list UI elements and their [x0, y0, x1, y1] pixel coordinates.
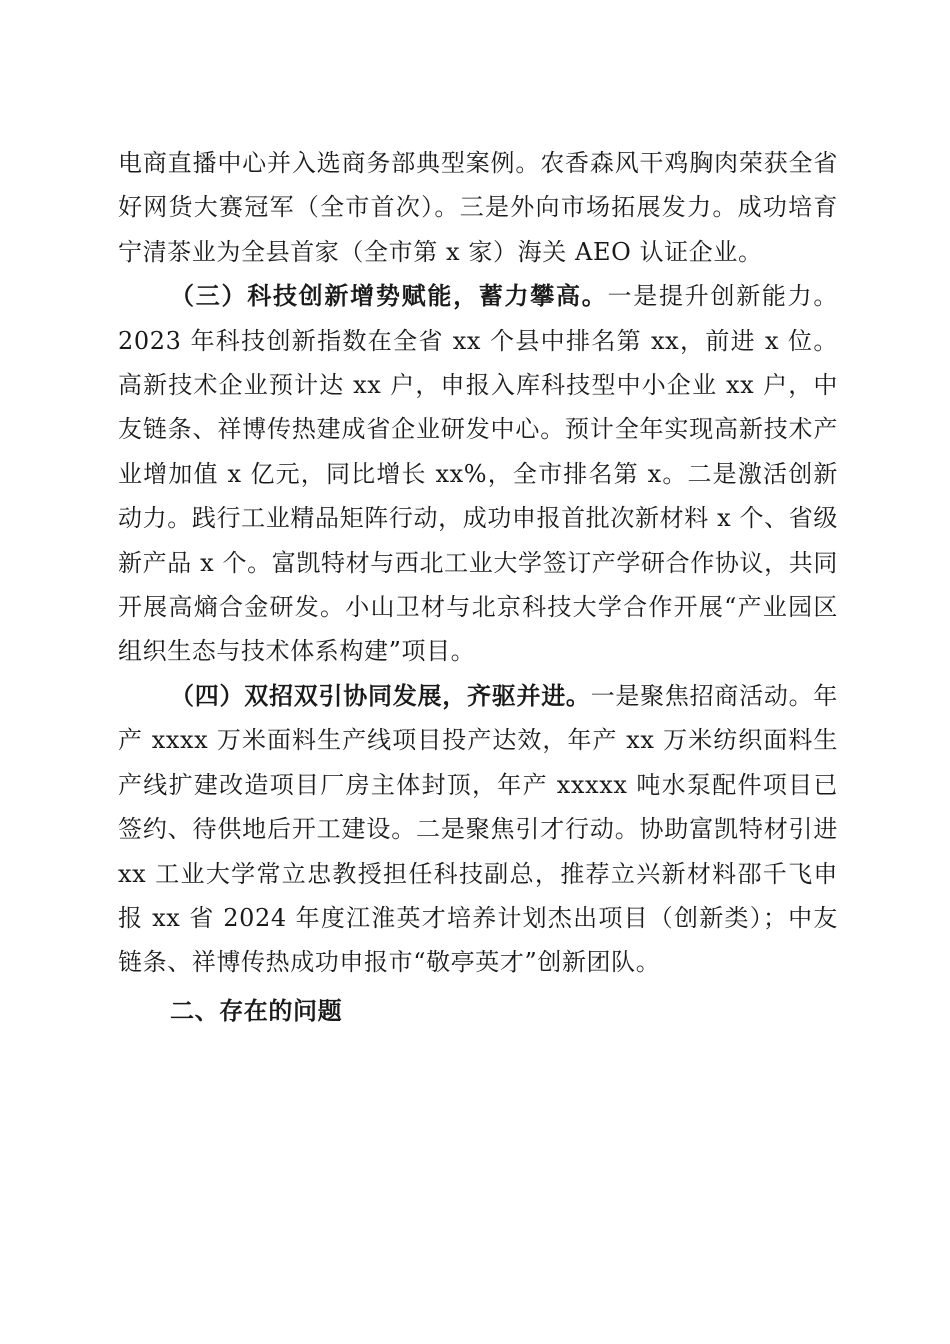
paragraph-lead-heading: （三）科技创新增势赋能，蓄力攀高。 — [170, 282, 608, 311]
section-heading: 二、存在的问题 — [170, 996, 343, 1025]
paragraph-text: 一是提升创新能力。2023 年科技创新指数在全省 xx 个县中排名第 xx，前进 x 位。高新技术企业预计达 xx 户，申报入库科技型中小企业 xx 户，中友链条、祥博传热建成省企业研发中心。预计全年实现高新技术产业增加值 x 亿元，同比增长 xx%，全市排名第 x。二是激活创新动力。践行工业精品矩阵行动，成功申报首批次新材料 x 个、省级新产品 x 个。富凯特材与西北工业大学签订产学研合作协议，共同开展高熵合金研发。小山卫材与北京科技大学合作开展“产业园区组织生态与技术体系构建”项目。 — [118, 282, 838, 666]
paragraph-text: 电商直播中心并入选商务部典型案例。农香森风干鸡胸肉荣获全省好网货大赛冠军（全市首次）。三是外向市场拓展发力。成功培育宁清茶业为全县首家（全市第 x 家）海关 AEO 认证企业。 — [118, 149, 838, 266]
paragraph-text: 一是聚焦招商活动。年产 xxxx 万米面料生产线项目投产达效，年产 xx 万米纺织面料生产线扩建改造项目厂房主体封顶，年产 xxxxx 吨水泵配件项目已签约、待供地后开工建设。二是聚焦引才行动。协助富凯特材引进 xx 工业大学常立忠教授担任科技副总，推荐立兴新材料邵千飞申报 xx 省 2024 年度江淮英才培养计划杰出项目（创新类）；中友链条、祥博传热成功申报市“敬亭英才”创新团队。 — [118, 681, 839, 977]
document-body — [118, 141, 838, 1033]
paragraph-investment-talent — [118, 674, 838, 985]
paragraph-tech-innovation — [118, 274, 838, 674]
paragraph-continuation — [118, 141, 838, 274]
paragraph-lead-heading: （四）双招双引协同发展，齐驱并进。 — [170, 681, 591, 710]
